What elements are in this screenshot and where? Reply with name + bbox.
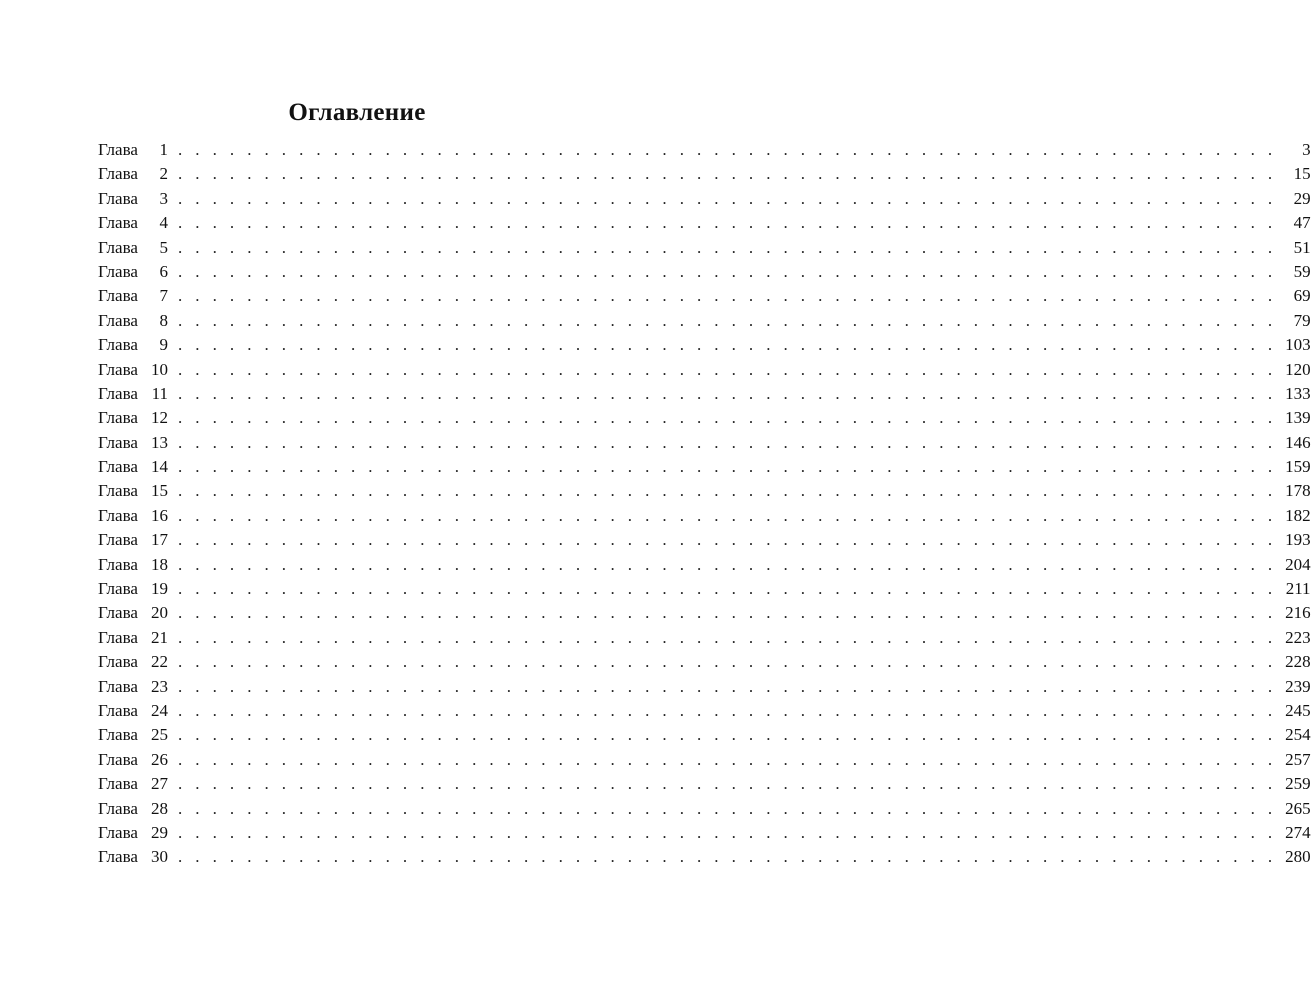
page-number: 274 [1285, 822, 1311, 842]
chapter-label: Глава [98, 676, 138, 696]
chapter-number: 10 [151, 359, 168, 379]
page-number: 280 [1285, 847, 1311, 867]
page-number: 69 [1293, 286, 1311, 306]
chapter-number: 1 [159, 140, 168, 159]
toc-entry-chapter-26[interactable] [98, 748, 1311, 772]
chapter-number: 26 [151, 749, 168, 769]
page-number: 29 [1293, 188, 1311, 208]
page-number: 259 [1285, 774, 1311, 794]
chapter-label: Глава [98, 481, 138, 501]
page-number: 3 [1302, 140, 1311, 159]
chapter-number: 25 [151, 725, 168, 745]
chapter-label: Глава [98, 140, 138, 159]
dot-leader: . . . . . . . . . . . . . . . . . . . . . . . . . . . . . . . . . . . . . . . . . . . . . . . . . . . . . . . . . . . . . . . . [178, 798, 1277, 818]
chapter-number: 17 [151, 530, 168, 550]
chapter-label: Глава [98, 310, 138, 330]
dot-leader: . . . . . . . . . . . . . . . . . . . . . . . . . . . . . . . . . . . . . . . . . . . . . . . . . . . . . . . . . . . . . . . . [178, 700, 1277, 720]
page-number: 133 [1285, 383, 1311, 403]
chapter-label: Глава [98, 335, 138, 355]
page-number: 103 [1285, 335, 1311, 355]
chapter-label: Глава [98, 798, 138, 818]
chapter-number: 2 [159, 164, 168, 184]
dot-leader: . . . . . . . . . . . . . . . . . . . . . . . . . . . . . . . . . . . . . . . . . . . . . . . . . . . . . . . . . . . . . . . . [178, 432, 1277, 452]
chapter-number: 7 [159, 286, 168, 306]
page-number: 257 [1285, 749, 1311, 769]
chapter-number: 24 [151, 700, 168, 720]
chapter-number: 22 [151, 652, 168, 672]
page-number: 120 [1285, 359, 1311, 379]
toc-entry-chapter-25[interactable] [98, 723, 1311, 747]
dot-leader: . . . . . . . . . . . . . . . . . . . . . . . . . . . . . . . . . . . . . . . . . . . . . . . . . . . . . . . . . . . . . . . . [178, 383, 1277, 403]
toc-entry-chapter-5[interactable] [98, 236, 1311, 260]
chapter-number: 4 [159, 213, 168, 233]
chapter-label: Глава [98, 432, 138, 452]
dot-leader: . . . . . . . . . . . . . . . . . . . . . . . . . . . . . . . . . . . . . . . . . . . . . . . . . . . . . . . . . . . . . . . . [178, 603, 1277, 623]
dot-leader: . . . . . . . . . . . . . . . . . . . . . . . . . . . . . . . . . . . . . . . . . . . . . . . . . . . . . . . . . . . . . . . . [178, 310, 1277, 330]
page-number: 239 [1285, 676, 1311, 696]
chapter-number: 20 [151, 603, 168, 623]
chapter-label: Глава [98, 213, 138, 233]
page-number: 146 [1285, 432, 1311, 452]
dot-leader: . . . . . . . . . . . . . . . . . . . . . . . . . . . . . . . . . . . . . . . . . . . . . . . . . . . . . . . . . . . . . . . . [178, 774, 1277, 794]
toc-entry-chapter-18[interactable] [98, 553, 1311, 577]
toc-entry-chapter-27[interactable] [98, 772, 1311, 796]
page-number: 159 [1285, 457, 1311, 477]
chapter-label: Глава [98, 408, 138, 428]
chapter-label: Глава [98, 579, 138, 599]
chapter-label: Глава [98, 627, 138, 647]
page-number: 265 [1285, 798, 1311, 818]
dot-leader: . . . . . . . . . . . . . . . . . . . . . . . . . . . . . . . . . . . . . . . . . . . . . . . . . . . . . . . . . . . . . . . . [178, 237, 1277, 257]
dot-leader: . . . . . . . . . . . . . . . . . . . . . . . . . . . . . . . . . . . . . . . . . . . . . . . . . . . . . . . . . . . . . . . . [178, 627, 1277, 647]
chapter-label: Глава [98, 505, 138, 525]
toc-entry-chapter-22[interactable] [98, 650, 1311, 674]
chapter-number: 30 [151, 847, 168, 867]
chapter-number: 15 [151, 481, 168, 501]
toc-entry-chapter-4[interactable] [98, 211, 1311, 235]
page-number: 15 [1293, 164, 1311, 184]
dot-leader: . . . . . . . . . . . . . . . . . . . . . . . . . . . . . . . . . . . . . . . . . . . . . . . . . . . . . . . . . . . . . . . . [178, 408, 1277, 428]
toc-entry-chapter-29[interactable] [98, 821, 1311, 845]
chapter-label: Глава [98, 237, 138, 257]
chapter-label: Глава [98, 359, 138, 379]
chapter-label: Глава [98, 457, 138, 477]
chapter-label: Глава [98, 847, 138, 867]
dot-leader: . . . . . . . . . . . . . . . . . . . . . . . . . . . . . . . . . . . . . . . . . . . . . . . . . . . . . . . . . . . . . . . . [178, 847, 1277, 867]
chapter-label: Глава [98, 383, 138, 403]
toc-entry-chapter-14[interactable] [98, 455, 1311, 479]
chapter-label: Глава [98, 188, 138, 208]
page-number: 216 [1285, 603, 1311, 623]
dot-leader: . . . . . . . . . . . . . . . . . . . . . . . . . . . . . . . . . . . . . . . . . . . . . . . . . . . . . . . . . . . . . . . . [178, 140, 1277, 159]
chapter-number: 19 [151, 579, 168, 599]
toc-entry-chapter-17[interactable] [98, 528, 1311, 552]
toc-entry-chapter-2[interactable] [98, 162, 1311, 186]
dot-leader: . . . . . . . . . . . . . . . . . . . . . . . . . . . . . . . . . . . . . . . . . . . . . . . . . . . . . . . . . . . . . . . . [178, 359, 1277, 379]
page-number: 59 [1293, 261, 1311, 281]
toc-entry-chapter-30[interactable] [98, 845, 1311, 869]
chapter-number: 14 [151, 457, 168, 477]
toc-entry-chapter-11[interactable] [98, 382, 1311, 406]
toc-entry-chapter-10[interactable] [98, 358, 1311, 382]
toc-entry-chapter-9[interactable] [98, 333, 1311, 357]
dot-leader: . . . . . . . . . . . . . . . . . . . . . . . . . . . . . . . . . . . . . . . . . . . . . . . . . . . . . . . . . . . . . . . . [178, 481, 1277, 501]
toc-entry-chapter-7[interactable] [98, 284, 1311, 308]
chapter-label: Глава [98, 749, 138, 769]
chapter-number: 9 [159, 335, 168, 355]
page-number: 178 [1285, 481, 1311, 501]
toc-entry-chapter-6[interactable] [98, 260, 1311, 284]
toc-entry-chapter-8[interactable] [98, 309, 1311, 333]
chapter-number: 8 [159, 310, 168, 330]
chapter-label: Глава [98, 822, 138, 842]
chapter-label: Глава [98, 603, 138, 623]
page-number: 211 [1285, 579, 1311, 599]
toc-entry-chapter-24[interactable] [98, 699, 1311, 723]
chapter-number: 23 [151, 676, 168, 696]
page-number: 139 [1285, 408, 1311, 428]
page-title: Оглавление [288, 99, 426, 126]
chapter-number: 5 [159, 237, 168, 257]
toc-entry-chapter-12[interactable] [98, 406, 1311, 430]
page-number: 182 [1285, 505, 1311, 525]
page-number: 51 [1293, 237, 1311, 257]
chapter-number: 3 [159, 188, 168, 208]
toc-entry-chapter-1[interactable] [98, 138, 1311, 162]
chapter-number: 18 [151, 554, 168, 574]
dot-leader: . . . . . . . . . . . . . . . . . . . . . . . . . . . . . . . . . . . . . . . . . . . . . . . . . . . . . . . . . . . . . . . . [178, 457, 1277, 477]
chapter-label: Глава [98, 554, 138, 574]
chapter-label: Глава [98, 725, 138, 745]
toc-entry-chapter-21[interactable] [98, 626, 1311, 650]
dot-leader: . . . . . . . . . . . . . . . . . . . . . . . . . . . . . . . . . . . . . . . . . . . . . . . . . . . . . . . . . . . . . . . . [178, 554, 1277, 574]
dot-leader: . . . . . . . . . . . . . . . . . . . . . . . . . . . . . . . . . . . . . . . . . . . . . . . . . . . . . . . . . . . . . . . . [178, 164, 1277, 184]
chapter-number: 27 [151, 774, 168, 794]
dot-leader: . . . . . . . . . . . . . . . . . . . . . . . . . . . . . . . . . . . . . . . . . . . . . . . . . . . . . . . . . . . . . . . . [178, 213, 1277, 233]
dot-leader: . . . . . . . . . . . . . . . . . . . . . . . . . . . . . . . . . . . . . . . . . . . . . . . . . . . . . . . . . . . . . . . . [178, 725, 1277, 745]
table-of-contents [98, 138, 1311, 870]
dot-leader: . . . . . . . . . . . . . . . . . . . . . . . . . . . . . . . . . . . . . . . . . . . . . . . . . . . . . . . . . . . . . . . . [178, 749, 1277, 769]
toc-entry-chapter-20[interactable] [98, 601, 1311, 625]
dot-leader: . . . . . . . . . . . . . . . . . . . . . . . . . . . . . . . . . . . . . . . . . . . . . . . . . . . . . . . . . . . . . . . . [178, 505, 1277, 525]
chapter-number: 13 [151, 432, 168, 452]
dot-leader: . . . . . . . . . . . . . . . . . . . . . . . . . . . . . . . . . . . . . . . . . . . . . . . . . . . . . . . . . . . . . . . . [178, 286, 1277, 306]
chapter-label: Глава [98, 652, 138, 672]
toc-entry-chapter-15[interactable] [98, 479, 1311, 503]
toc-entry-chapter-16[interactable] [98, 504, 1311, 528]
chapter-number: 12 [151, 408, 168, 428]
chapter-number: 21 [151, 627, 168, 647]
page-number: 245 [1285, 700, 1311, 720]
chapter-label: Глава [98, 530, 138, 550]
page-number: 79 [1293, 310, 1311, 330]
chapter-number: 11 [151, 383, 168, 403]
toc-entry-chapter-3[interactable] [98, 187, 1311, 211]
dot-leader: . . . . . . . . . . . . . . . . . . . . . . . . . . . . . . . . . . . . . . . . . . . . . . . . . . . . . . . . . . . . . . . . [178, 261, 1277, 281]
page-number: 228 [1285, 652, 1311, 672]
dot-leader: . . . . . . . . . . . . . . . . . . . . . . . . . . . . . . . . . . . . . . . . . . . . . . . . . . . . . . . . . . . . . . . . [178, 652, 1277, 672]
page-number: 223 [1285, 627, 1311, 647]
chapter-label: Глава [98, 700, 138, 720]
page-number: 47 [1293, 213, 1311, 233]
page-number: 204 [1285, 554, 1311, 574]
chapter-number: 6 [159, 261, 168, 281]
dot-leader: . . . . . . . . . . . . . . . . . . . . . . . . . . . . . . . . . . . . . . . . . . . . . . . . . . . . . . . . . . . . . . . . [178, 579, 1277, 599]
dot-leader: . . . . . . . . . . . . . . . . . . . . . . . . . . . . . . . . . . . . . . . . . . . . . . . . . . . . . . . . . . . . . . . . [178, 676, 1277, 696]
dot-leader: . . . . . . . . . . . . . . . . . . . . . . . . . . . . . . . . . . . . . . . . . . . . . . . . . . . . . . . . . . . . . . . . [178, 188, 1277, 208]
chapter-label: Глава [98, 164, 138, 184]
chapter-label: Глава [98, 261, 138, 281]
toc-entry-chapter-13[interactable] [98, 431, 1311, 455]
page-number: 254 [1285, 725, 1311, 745]
chapter-label: Глава [98, 774, 138, 794]
toc-entry-chapter-19[interactable] [98, 577, 1311, 601]
toc-entry-chapter-28[interactable] [98, 797, 1311, 821]
chapter-label: Глава [98, 286, 138, 306]
chapter-number: 28 [151, 798, 168, 818]
dot-leader: . . . . . . . . . . . . . . . . . . . . . . . . . . . . . . . . . . . . . . . . . . . . . . . . . . . . . . . . . . . . . . . . [178, 822, 1277, 842]
page-number: 193 [1285, 530, 1311, 550]
chapter-number: 16 [151, 505, 168, 525]
toc-entry-chapter-23[interactable] [98, 675, 1311, 699]
chapter-number: 29 [151, 822, 168, 842]
dot-leader: . . . . . . . . . . . . . . . . . . . . . . . . . . . . . . . . . . . . . . . . . . . . . . . . . . . . . . . . . . . . . . . . [178, 530, 1277, 550]
dot-leader: . . . . . . . . . . . . . . . . . . . . . . . . . . . . . . . . . . . . . . . . . . . . . . . . . . . . . . . . . . . . . . . . [178, 335, 1277, 355]
